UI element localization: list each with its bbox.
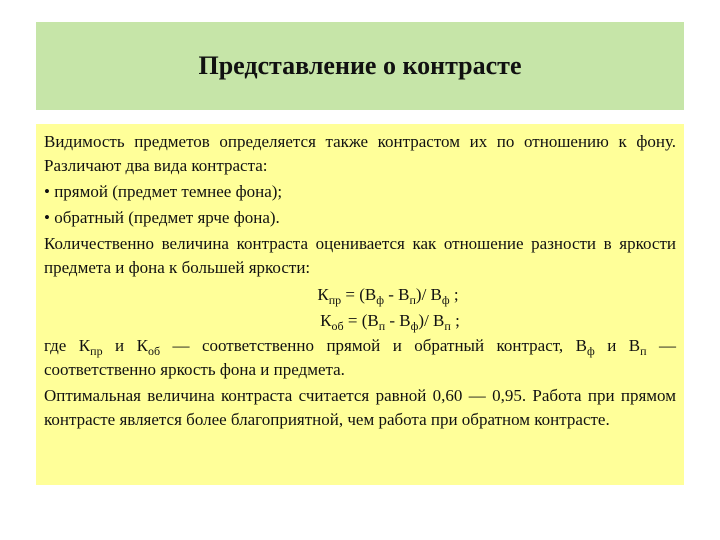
bullet-direct-contrast: • прямой (предмет темнее фона); xyxy=(44,182,283,201)
content-panel xyxy=(36,124,684,485)
formula-direct-contrast: $К_{пр} = (В_ф - В_п)/$ $В_ф$ ; xyxy=(317,285,459,307)
formula-reverse-contrast: $К_{об} = (В_п - В_ф)/$ $В_п$ ; xyxy=(320,311,460,333)
optimal-contrast-paragraph: Оптимальная величина контраста считается равной 0,60 — 0,95. Работа при прямом контрасте является более благоприятной, чем работа при обратном контрасте. xyxy=(44,386,676,429)
bullet-reverse-contrast: • обратный (предмет ярче фона). xyxy=(44,208,280,227)
quantity-paragraph: Количественно величина контраста оценивается как отношение разности в яркости предмета и фона к большей яркости: xyxy=(44,234,676,277)
title-panel xyxy=(36,22,684,110)
slide-title: Представление о контрасте xyxy=(198,51,522,80)
intro-paragraph: Видимость предметов определяется также контрастом их по отношению к фону. Различают два вида контраста: xyxy=(44,132,676,175)
definitions-paragraph: где $К_{пр}$ и $К_{об}$ — соответственно прямой и обратный контраст, $В_ф$ и $В_п$ — соответственно яркость фона и предмета. xyxy=(44,336,677,379)
